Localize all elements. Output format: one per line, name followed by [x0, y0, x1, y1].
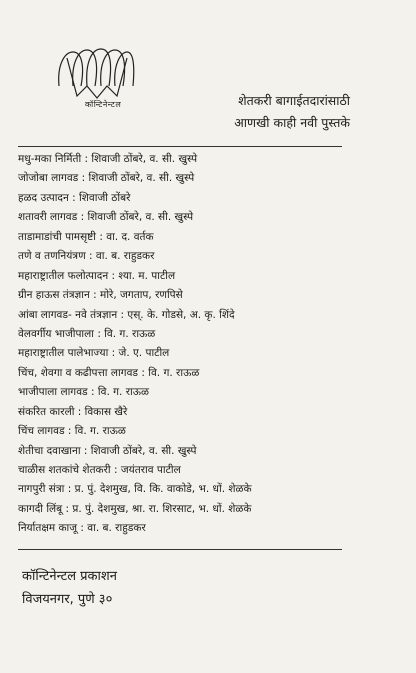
heading-line-2: आणखी काही नवी पुस्तके	[234, 115, 350, 130]
list-item: तणे व तणनियंत्रण : वा. ब. राहुडकर	[18, 250, 155, 263]
list-item: हळद उत्पादन : शिवाजी ठोंबरे	[18, 191, 131, 204]
top-divider	[18, 146, 342, 147]
book-list	[18, 150, 348, 539]
list-item: जोजोबा लागवड : शिवाजी ठोंबरे, व. सी. खुस्पे	[18, 172, 195, 185]
list-item: कागदी लिंबू : प्र. पुं. देशमुख, श्रा. रा. शिरसाट, भ. धों. शेळके	[18, 502, 252, 515]
list-item: शतावरी लागवड : शिवाजी ठोंबरे, व. सी. खुस्पे	[18, 211, 194, 224]
list-item: संकरित कारली : विकास खैरे	[18, 405, 128, 418]
publisher-address: विजयनगर, पुणे ३०	[22, 592, 113, 607]
list-item: आंबा लागवड- नवे तंत्रज्ञान : एस्. के. गोडसे, अ. कृ. शिंदे	[18, 308, 235, 321]
list-item: चिंच, शेवगा व कढीपत्ता लागवड : वि. ग. राऊळ	[18, 366, 200, 379]
bottom-divider	[18, 549, 342, 550]
arch-logo-icon	[55, 46, 135, 100]
list-item: ग्रीन हाऊस तंत्रज्ञान : मोरे, जगताप, रणपिसे	[18, 289, 183, 302]
list-item: मधु-मका निर्मिती : शिवाजी ठोंबरे, व. सी. खुस्पे	[18, 153, 198, 165]
list-item: ताडामाडांची पामसृष्टी : वा. द. वर्तक	[18, 230, 154, 243]
heading-line-1: शेतकरी बागाईतदारांसाठी	[238, 93, 350, 108]
list-item: चाळीस शतकांचे शेतकरी : जयंतराव पाटील	[18, 464, 181, 476]
list-item: चिंच लागवड : वि. ग. राऊळ	[18, 425, 126, 438]
list-item: निर्यातक्षम काजू : वा. ब. राहुडकर	[18, 522, 146, 535]
logo-text: कॉन्टिनेन्टल	[85, 100, 122, 109]
publisher-name: कॉन्टिनेन्टल प्रकाशन	[22, 569, 117, 584]
list-item: नागपुरी संत्रा : प्र. पुं. देशमुख, वि. कि. वाकोडे, भ. धों. शेळके	[18, 483, 252, 496]
list-item: शेतीचा दवाखाना : शिवाजी ठोंबरे, व. सी. खुस्पे	[18, 444, 197, 457]
list-item: वेलवर्गीय भाजीपाला : वि. ग. राऊळ	[18, 327, 156, 340]
list-item: भाजीपाला लागवड : वि. ग. राऊळ	[18, 386, 149, 399]
list-item: महाराष्ट्रातील फलोत्पादन : श्या. म. पाटील	[18, 269, 176, 282]
list-item: महाराष्ट्रातील पालेभाज्या : जे. ए. पाटील	[18, 347, 170, 360]
publisher-logo	[55, 46, 135, 112]
